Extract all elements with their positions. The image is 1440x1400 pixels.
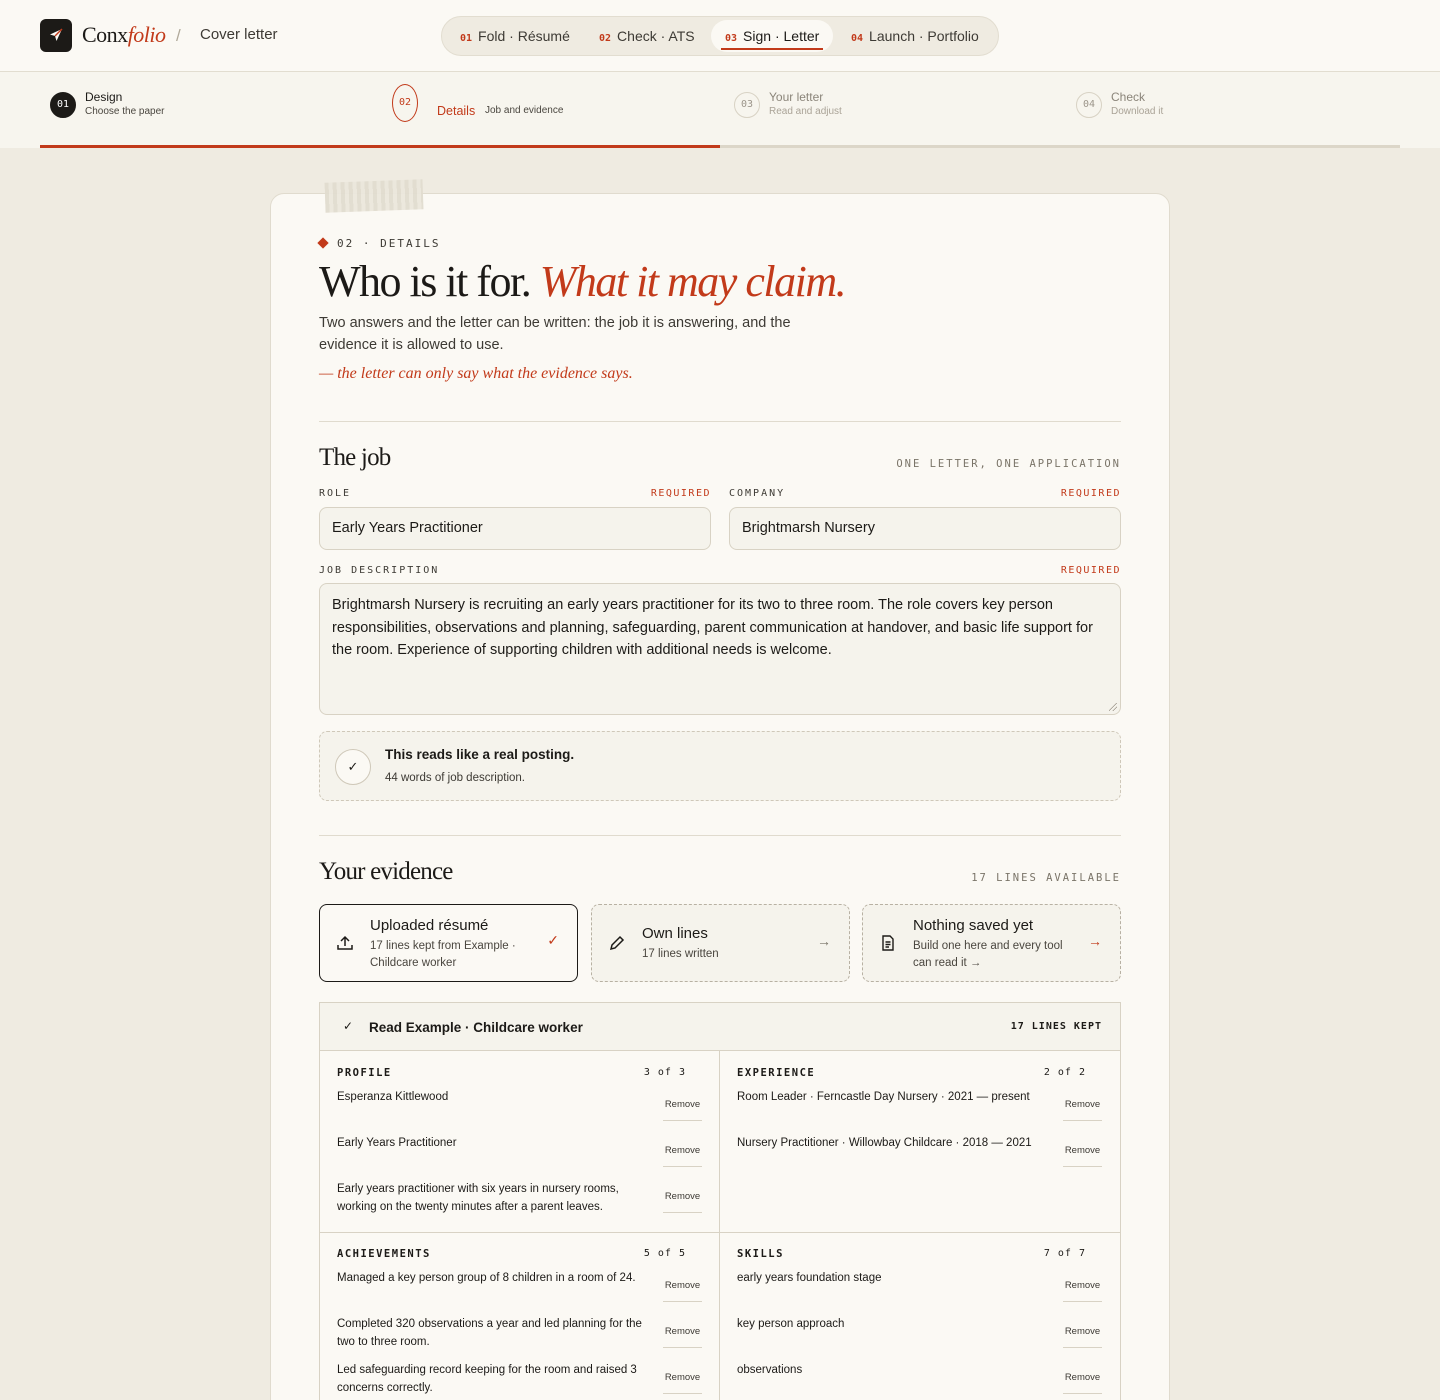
step-title: Details [437,104,476,118]
group-title: SKILLS [737,1248,784,1260]
step-subtitle: Read and adjust [769,106,842,117]
source-title: Own lines [642,925,708,942]
line-text: Completed 320 observations a year and led planning for the two to three room. [337,1318,642,1348]
line-text: early years foundation stage [737,1272,882,1284]
nav-tab-resume[interactable] [446,20,584,52]
company-label: COMPANY [729,488,786,499]
remove-button[interactable]: Remove [663,1191,702,1213]
source-subtitle: 17 lines written [642,948,719,960]
line-text: Early years practitioner with six years in nursery rooms, working on the twenty minutes after a parent leaves. [337,1183,619,1213]
group-count: 2 of 2 [1043,1067,1086,1078]
nav-tab-portfolio[interactable] [837,20,993,52]
remove-button[interactable]: Remove [1063,1099,1102,1121]
remove-button[interactable]: Remove [663,1280,702,1302]
line-text: observations [737,1364,803,1376]
headline-italic: What it may claim. [539,257,846,306]
document-icon [879,934,897,952]
company-required-badge: REQUIRED [1060,488,1121,499]
checkmark-icon: ✓ [335,749,371,785]
resume-lines-panel [319,1002,1121,1400]
upload-icon [336,934,354,952]
eyebrow-text: 02 · DETAILS [337,237,441,250]
step-title: Check [1111,90,1146,104]
job-description-required-badge: REQUIRED [1060,565,1121,576]
line-text: key person approach [737,1318,845,1330]
arrow-right-icon: → [1088,933,1102,949]
role-required-badge: REQUIRED [650,488,711,499]
breadcrumb-separator: / [176,26,181,45]
source-own-lines[interactable] [591,904,850,982]
wizard-progress-bar [40,145,1400,148]
nav-tab-number: 03 [725,33,738,44]
source-subtitle: 17 lines kept from Example · Childcare worker [370,940,516,969]
job-section-meta: ONE LETTER, ONE APPLICATION [896,458,1121,470]
group-count: 7 of 7 [1043,1248,1086,1259]
nav-tab-label: Sign · Letter [743,28,820,44]
step-subtitle: Download it [1111,106,1164,117]
step-title: Design [85,90,123,104]
step-number: 04 [1076,92,1102,118]
divider [319,835,1121,836]
remove-button[interactable]: Remove [1063,1145,1102,1167]
nav-tab-label: Fold · Résumé [478,28,570,44]
nav-tab-number: 01 [460,33,473,44]
posting-check-status [319,731,1121,801]
remove-button[interactable]: Remove [663,1145,702,1167]
job-description-label: JOB DESCRIPTION [319,565,440,576]
line-text: Led safeguarding record keeping for the room and raised 3 concerns correctly. [337,1364,637,1394]
step-number: 01 [50,92,76,118]
source-uploaded-resume[interactable] [319,904,578,982]
divider [319,421,1121,422]
lines-kept-count: 17 LINES KEPT [1010,1021,1102,1032]
line-text: Early Years Practitioner [337,1137,457,1149]
step-number: 02 [392,84,418,122]
brand-name[interactable] [82,22,166,48]
company-input[interactable]: Brightmarsh Nursery [729,507,1121,550]
step-number: 03 [734,92,760,118]
source-nothing-saved[interactable] [862,904,1121,982]
posting-check-subtitle: 44 words of job description. [385,772,525,784]
remove-button[interactable]: Remove [663,1099,702,1121]
source-title: Nothing saved yet [913,917,1034,934]
nav-tab-ats[interactable] [585,20,709,52]
line-text: Nursery Practitioner · Willowbay Childcare · 2018 — 2021 [737,1137,1032,1149]
source-title: Uploaded résumé [370,917,489,934]
role-input[interactable]: Early Years Practitioner [319,507,711,550]
group-title: EXPERIENCE [737,1067,816,1079]
source-subtitle: Build one here and every tool can read it → [913,940,1063,969]
breadcrumb-current: Cover letter [200,26,278,43]
resize-grip-icon[interactable] [1109,703,1117,711]
nav-tab-number: 02 [599,33,612,44]
details-card [270,193,1170,1400]
posting-check-title: This reads like a real posting. [385,747,575,762]
group-count: 3 of 3 [643,1067,686,1078]
line-text: Managed a key person group of 8 children in a room of 24. [337,1272,636,1284]
brand-name-italic: folio [127,22,166,47]
remove-button[interactable]: Remove [1063,1372,1102,1394]
job-description-textarea[interactable] [319,583,1121,715]
tool-nav [441,16,999,56]
evidence-section-meta: 17 LINES AVAILABLE [971,872,1121,884]
nav-tab-label: Check · ATS [617,28,695,44]
step-subtitle: Choose the paper [85,106,165,117]
group-title: PROFILE [337,1067,392,1079]
paper-plane-icon [48,27,64,43]
section-eyebrow [319,237,440,250]
role-label: ROLE [319,488,352,499]
wizard-progress-fill [40,145,720,148]
logo-mark[interactable] [40,19,72,52]
nav-tab-number: 04 [851,33,864,44]
intro-paragraph: Two answers and the letter can be written: the job it is answering, and the evidence it is allowed to use. [319,315,791,353]
selected-check-icon: ✓ [547,932,559,948]
line-text: Room Leader · Ferncastle Day Nursery · 2021 — present [737,1091,1030,1103]
job-description-text: Brightmarsh Nursery is recruiting an early years practitioner for its two to three room. The role covers key person responsibilities, observations and planning, safeguarding, parent communication at handover, and basic life support for the room. Experience of supporting children with additional needs is welcome. [332,597,1093,658]
resume-lines-title: Read Example · Childcare worker [369,1020,583,1035]
resume-lines-header [320,1003,1120,1051]
step-subtitle: Job and evidence [485,105,564,116]
evidence-section-title: Your evidence [319,858,453,885]
group-count: 5 of 5 [643,1248,686,1259]
remove-button[interactable]: Remove [663,1326,702,1348]
handwritten-note: — the letter can only say what the evidence says. [319,365,633,382]
remove-button[interactable]: Remove [663,1372,702,1394]
brand-name-plain: Conx [82,22,128,47]
nav-tab-letter[interactable] [711,20,833,52]
row-divider [320,1232,1120,1233]
line-text: Esperanza Kittlewood [337,1091,449,1103]
page-title [319,256,845,307]
group-title: ACHIEVEMENTS [337,1248,431,1260]
column-divider [719,1051,720,1400]
step-title: Your letter [769,90,824,104]
remove-button[interactable]: Remove [1063,1326,1102,1348]
tape-decoration [325,179,424,212]
wizard-stepper [0,72,1440,148]
top-bar [0,0,1440,72]
pencil-icon [608,934,626,952]
job-section-title: The job [319,444,391,471]
checkmark-icon: ✓ [343,1019,354,1033]
remove-button[interactable]: Remove [1063,1280,1102,1302]
headline-plain: Who is it for. [319,257,531,306]
arrow-right-icon: → [817,933,831,949]
diamond-icon [317,237,328,248]
nav-tab-label: Launch · Portfolio [869,28,979,44]
